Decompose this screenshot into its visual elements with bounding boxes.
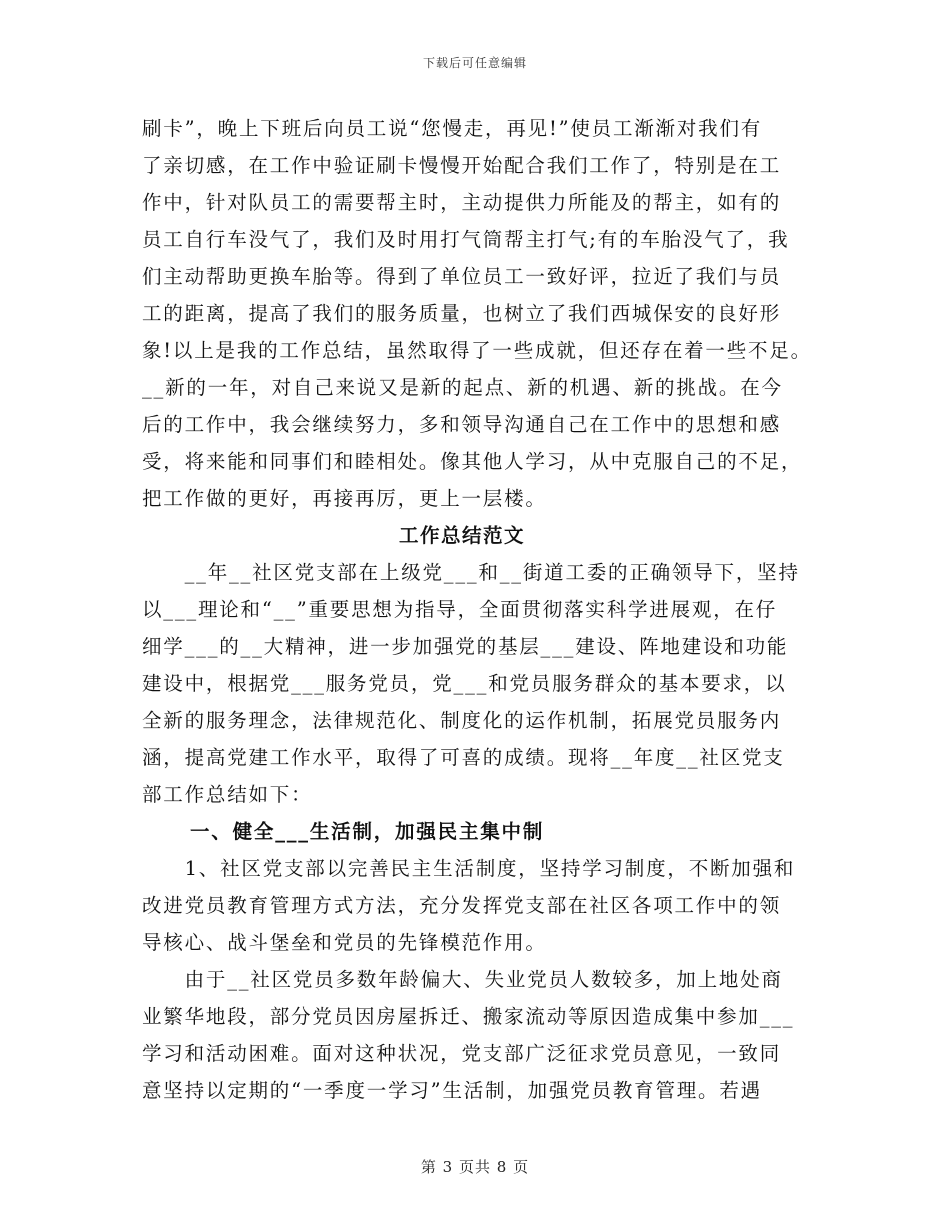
paragraph-line: 全新的服务理念，法律规范化、制度化的运作机制，拓展党员服务内 — [142, 709, 782, 732]
paragraph-line: 把工作做的更好，再接再厉，更上一层楼。 — [142, 487, 547, 510]
paragraph-line: 学习和活动困难。面对这种状况，党支部广泛征求党员意见，一致同 — [142, 1042, 782, 1065]
paragraph-line: 后的工作中，我会继续努力，多和领导沟通自己在工作中的思想和感 — [142, 413, 782, 436]
paragraph-line: 建设中，根据党___服务党员，党___和党员服务群众的基本要求，以 — [142, 672, 787, 695]
paragraph-line: 业繁华地段，部分党员因房屋拆迁、搬家流动等原因造成集中参加___ — [142, 1005, 795, 1028]
paragraph-line: 1、社区党支部以完善民主生活制度，坚持学习制度，不断加强和 — [142, 857, 796, 880]
paragraph-line: 部工作总结如下： — [142, 783, 313, 806]
document-body — [142, 110, 822, 1109]
page-header: 下载后可任意编辑 — [422, 56, 527, 70]
paragraph-line: 们主动帮助更换车胎等。得到了单位员工一致好评，拉近了我们与员 — [142, 265, 782, 288]
paragraph-line: 涵，提高党建工作水平，取得了可喜的成绩。现将__年度__社区党支 — [142, 746, 785, 769]
paragraph-line: 作中，针对队员工的需要帮主时，主动提供力所能及的帮主，如有的 — [142, 191, 782, 214]
paragraph-line: __新的一年，对自己来说又是新的起点、新的机遇、新的挑战。在今 — [142, 376, 783, 399]
paragraph-line: 导核心、战斗堡垒和党员的先锋模范作用。 — [142, 931, 547, 954]
paragraph-line: 受，将来能和同事们和睦相处。像其他人学习，从中克服自己的不足， — [142, 450, 803, 473]
paragraph-line: 象!以上是我的工作总结，虽然取得了一些成就，但还存在着一些不足。 — [142, 339, 812, 362]
paragraph-line: 细学___的__大精神，进一步加强党的基层___建设、阵地建设和功能 — [142, 635, 789, 658]
paragraph-line: 工的距离，提高了我们的服务质量，也树立了我们西城保安的良好形 — [142, 302, 782, 325]
page-footer: 第 3 页共 8 页 — [420, 1158, 530, 1176]
section-heading: 一、健全___生活制，加强民主集中制 — [190, 820, 545, 843]
paragraph-line: 以___理论和“__”重要思想为指导，全面贯彻落实科学进展观，在仔 — [142, 598, 778, 621]
paragraph-line: 刷卡”，晚上下班后向员工说“您慢走，再见!”使员工渐渐对我们有 — [142, 117, 763, 140]
paragraph-line: __年__社区党支部在上级党___和__街道工委的正确领导下，坚持 — [142, 561, 800, 584]
section-title: 工作总结范文 — [398, 524, 525, 547]
paragraph-line: 意坚持以定期的“一季度一学习”生活制，加强党员教育管理。若遇 — [142, 1079, 762, 1102]
paragraph-line: 改进党员教育管理方式方法，充分发挥党支部在社区各项工作中的领 — [142, 894, 782, 917]
paragraph-line: 了亲切感，在工作中验证刷卡慢慢开始配合我们工作了，特别是在工 — [142, 154, 782, 177]
paragraph-line: 由于__社区党员多数年龄偏大、失业党员人数较多，加上地处商 — [142, 968, 783, 991]
paragraph-line: 员工自行车没气了，我们及时用打气筒帮主打气;有的车胎没气了，我 — [142, 228, 790, 251]
